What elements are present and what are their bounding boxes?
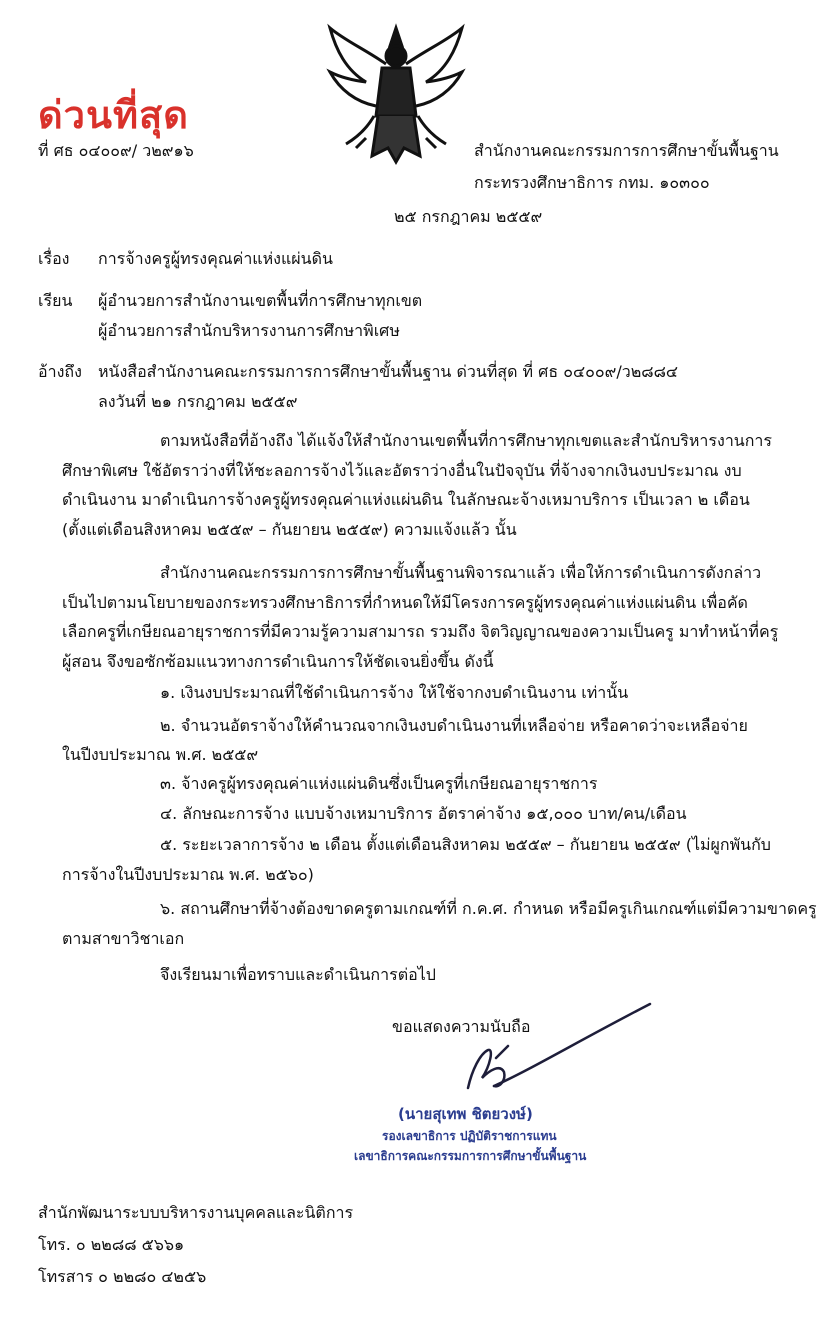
document-number: ที่ ศธ ๐๔๐๐๙/ ว๒๙๑๖ xyxy=(38,141,194,160)
footer-fax: โทรสาร ๐ ๒๒๘๐ ๔๒๕๖ xyxy=(38,1267,207,1286)
list-item-1: ๑. เงินงบประมาณที่ใช้ดำเนินการจ้าง ให้ใช้จากงบดำเนินงาน เท่านั้น xyxy=(160,683,629,702)
garuda-emblem-icon xyxy=(326,20,466,170)
signatory-position-2: เลขาธิการคณะกรรมการการศึกษาขั้นพื้นฐาน xyxy=(354,1149,587,1163)
handwritten-signature-icon xyxy=(460,1000,660,1100)
body-paragraph-1 xyxy=(62,426,782,544)
regards: ขอแสดงความนับถือ xyxy=(392,1017,531,1036)
list-item-5: ๕. ระยะเวลาการจ้าง ๒ เดือน ตั้งแต่เดือนสิงหาคม ๒๕๕๙ – กันยายน ๒๕๕๙ (ไม่ผูกพันกับ xyxy=(160,835,771,854)
list-item-2: ๒. จำนวนอัตราจ้างให้คำนวณจากเงินงบดำเนินงานที่เหลือจ่าย หรือคาดว่าจะเหลือจ่าย xyxy=(160,716,748,735)
urgent-stamp: ด่วนที่สุด xyxy=(38,93,189,137)
footer-department: สำนักพัฒนาระบบบริหารงานบุคคลและนิติการ xyxy=(38,1203,354,1222)
signatory-name: (นายสุเทพ ชิตยวงษ์) xyxy=(398,1105,533,1123)
list-item-5-cont: การจ้างในปีงบประมาณ พ.ศ. ๒๕๖๐) xyxy=(62,865,314,884)
addressee-label: เรียน xyxy=(38,291,73,310)
body-paragraph-2 xyxy=(62,558,782,676)
footer-telephone: โทร. ๐ ๒๒๘๘ ๕๖๖๑ xyxy=(38,1235,185,1254)
subject-text: การจ้างครูผู้ทรงคุณค่าแห่งแผ่นดิน xyxy=(98,249,333,268)
reference-label: อ้างถึง xyxy=(38,362,82,381)
body-paragraph-1-text: ตามหนังสือที่อ้างถึง ได้แจ้งให้สำนักงานเขตพื้นที่การศึกษาทุกเขตและสำนักบริหารงานการศึกษาพิเศษ ใช้อัตราว่างที่ให้ชะลอการจ้างไว้และอัตราว่างอื่นในปัจจุบัน ที่จ้างจากเงินงบประมาณ งบดำเนินงาน มาดำเนินการจ้างครูผู้ทรงคุณค่าแห่งแผ่นดิน ในลักษณะจ้างเหมาบริการ เป็นเวลา ๒ เดือน (ตั้งแต่เดือนสิงหาคม ๒๕๕๙ – กันยายน ๒๕๕๙) ความแจ้งแล้ว นั้น xyxy=(62,431,772,539)
addressee-line-1: ผู้อำนวยการสำนักงานเขตพื้นที่การศึกษาทุกเขต xyxy=(98,291,423,310)
office-name: สำนักงานคณะกรรมการการศึกษาขั้นพื้นฐาน xyxy=(474,141,779,160)
list-item-3: ๓. จ้างครูผู้ทรงคุณค่าแห่งแผ่นดินซึ่งเป็นครูที่เกษียณอายุราชการ xyxy=(160,774,598,793)
list-item-2-cont: ในปีงบประมาณ พ.ศ. ๒๕๕๙ xyxy=(62,745,259,764)
office-address: กระทรวงศึกษาธิการ กทม. ๑๐๓๐๐ xyxy=(474,173,710,192)
list-item-6: ๖. สถานศึกษาที่จ้างต้องขาดครูตามเกณฑ์ที่ ก.ค.ศ. กำหนด หรือมีครูเกินเกณฑ์แต่มีความขาดครู xyxy=(160,899,817,918)
signatory-position-1: รองเลขาธิการ ปฏิบัติราชการแทน xyxy=(382,1129,557,1143)
closing-sentence: จึงเรียนมาเพื่อทราบและดำเนินการต่อไป xyxy=(160,965,436,984)
reference-line-2: ลงวันที่ ๒๑ กรกฎาคม ๒๕๕๙ xyxy=(98,392,298,411)
subject-label: เรื่อง xyxy=(38,249,70,268)
reference-line-1: หนังสือสำนักงานคณะกรรมการการศึกษาขั้นพื้นฐาน ด่วนที่สุด ที่ ศธ ๐๔๐๐๙/ว๒๘๘๔ xyxy=(98,362,679,381)
addressee-line-2: ผู้อำนวยการสำนักบริหารงานการศึกษาพิเศษ xyxy=(98,321,400,340)
list-item-4: ๔. ลักษณะการจ้าง แบบจ้างเหมาบริการ อัตราค่าจ้าง ๑๕,๐๐๐ บาท/คน/เดือน xyxy=(160,804,687,823)
body-paragraph-2-text: สำนักงานคณะกรรมการการศึกษาขั้นพื้นฐานพิจารณาแล้ว เพื่อให้การดำเนินการดังกล่าวเป็นไปตามนโยบายของกระทรวงศึกษาธิการที่กำหนดให้มีโครงการครูผู้ทรงคุณค่าแห่งแผ่นดิน เพื่อคัดเลือกครูที่เกษียณอายุราชการที่มีความรู้ความสามารถ รวมถึง จิตวิญญาณของความเป็นครู มาทำหน้าที่ครูผู้สอน จึงขอซักซ้อมแนวทางการดำเนินการให้ชัดเจนยิ่งขึ้น ดังนี้ xyxy=(62,563,779,671)
document-date: ๒๕ กรกฎาคม ๒๕๕๙ xyxy=(394,207,543,226)
list-item-6-cont: ตามสาขาวิชาเอก xyxy=(62,929,185,948)
